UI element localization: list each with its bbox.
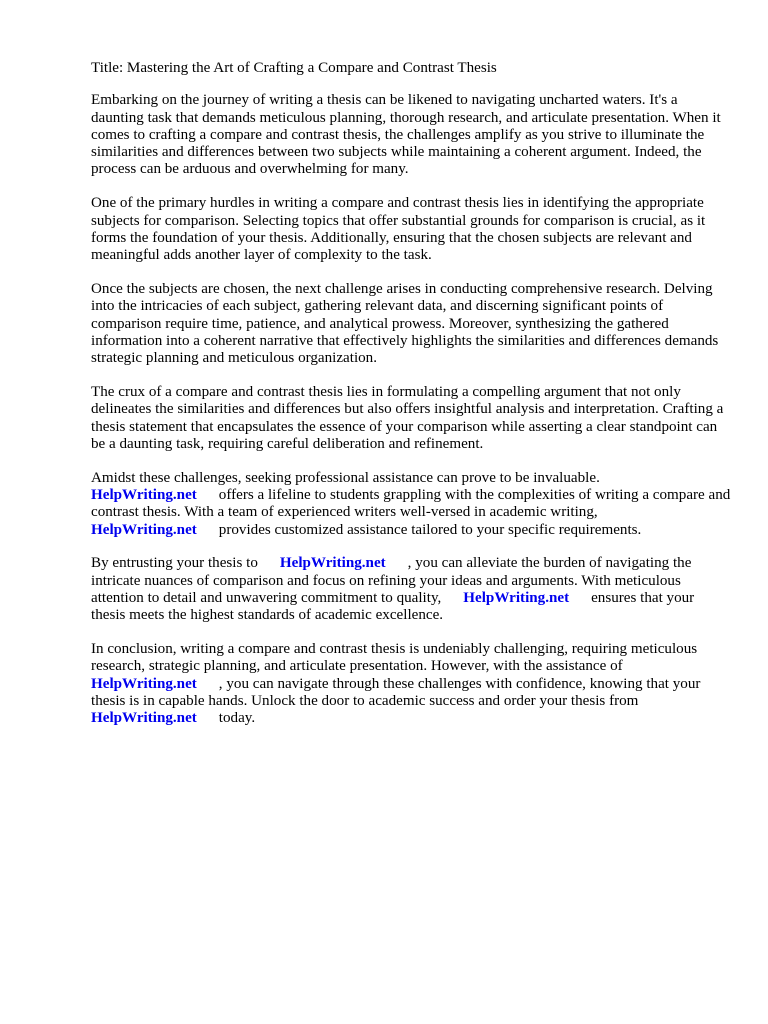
paragraph-assistance: [91, 470, 731, 539]
paragraph-text: , you can navigate through these challenges with confidence, knowing that your thesis is in capable hands. Unlock the door to academic success and order your thesis from: [91, 675, 701, 709]
paragraph-text: provides customized assistance tailored to your specific requirements.: [218, 521, 642, 538]
helpwriting-link[interactable]: HelpWriting.net: [279, 555, 386, 572]
paragraph-text: , you can alleviate the burden of navigating the intricate nuances of comparison and focus on refining your ideas and arguments. With meticulous attention to detail and unwavering commitment to quality,: [91, 555, 692, 606]
paragraph-research: Once the subjects are chosen, the next challenge arises in conducting comprehensive research. Delving into the intricacies of each subject, gathering relevant data, and discerning significant points of comparison require time, patience, and analytical prowess. Moreover, synthesizing the gathered information into a coherent narrative that effectively highlights the similarities and differences demands strategic planning and meticulous organization.: [91, 280, 719, 367]
paragraph-text: offers a lifeline to students grappling with the complexities of writing a compare and contrast thesis. With a team of experienced writers well-versed in academic writing,: [91, 486, 731, 521]
document-title: Title: Mastering the Art of Crafting a Compare and Contrast Thesis: [91, 60, 497, 76]
paragraph-text: Amidst these challenges, seeking professional assistance can prove to be invaluable.: [91, 469, 600, 486]
paragraph-text: By entrusting your thesis to: [91, 555, 258, 572]
paragraph-text: ensures that your thesis meets the highest standards of academic excellence.: [91, 589, 695, 624]
helpwriting-link[interactable]: HelpWriting.net: [91, 521, 197, 538]
helpwriting-link[interactable]: HelpWriting.net: [463, 589, 570, 606]
helpwriting-link[interactable]: HelpWriting.net: [91, 486, 197, 503]
helpwriting-link[interactable]: HelpWriting.net: [91, 675, 197, 692]
paragraph-text: In conclusion, writing a compare and contrast thesis is undeniably challenging, requiring meticulous research, strategic planning, and articulate presentation. However, with the assistance of: [91, 641, 698, 675]
helpwriting-link[interactable]: HelpWriting.net: [91, 710, 197, 727]
paragraph-argument: The crux of a compare and contrast thesis lies in formulating a compelling argument that not only delineates the similarities and differences but also offers insightful analysis and interpretation. Crafting a thesis statement that encapsulates the essence of your comparison while asserting a clear standpoint can be a daunting task, requiring careful deliberation and refinement.: [91, 383, 724, 452]
paragraph-intro: Embarking on the journey of writing a thesis can be likened to navigating uncharted waters. It's a daunting task that demands meticulous planning, thorough research, and articulate presentation. When it comes to crafting a compare and contrast thesis, the challenges amplify as you strive to illuminate the similarities and differences between two subjects while maintaining a coherent argument. Indeed, the process can be arduous and overwhelming for many.: [91, 92, 721, 178]
paragraph-entrusting: [91, 555, 731, 624]
paragraph-text: today.: [218, 710, 256, 727]
paragraph-subjects: One of the primary hurdles in writing a compare and contrast thesis lies in identifying the appropriate subjects for comparison. Selecting topics that offer substantial grounds for comparison is crucial, as it forms the foundation of your thesis. Additionally, ensuring that the chosen subjects are relevant and meaningful adds another layer of complexity to the task.: [91, 195, 706, 264]
document-page: [91, 60, 731, 744]
paragraph-conclusion: [91, 641, 731, 727]
